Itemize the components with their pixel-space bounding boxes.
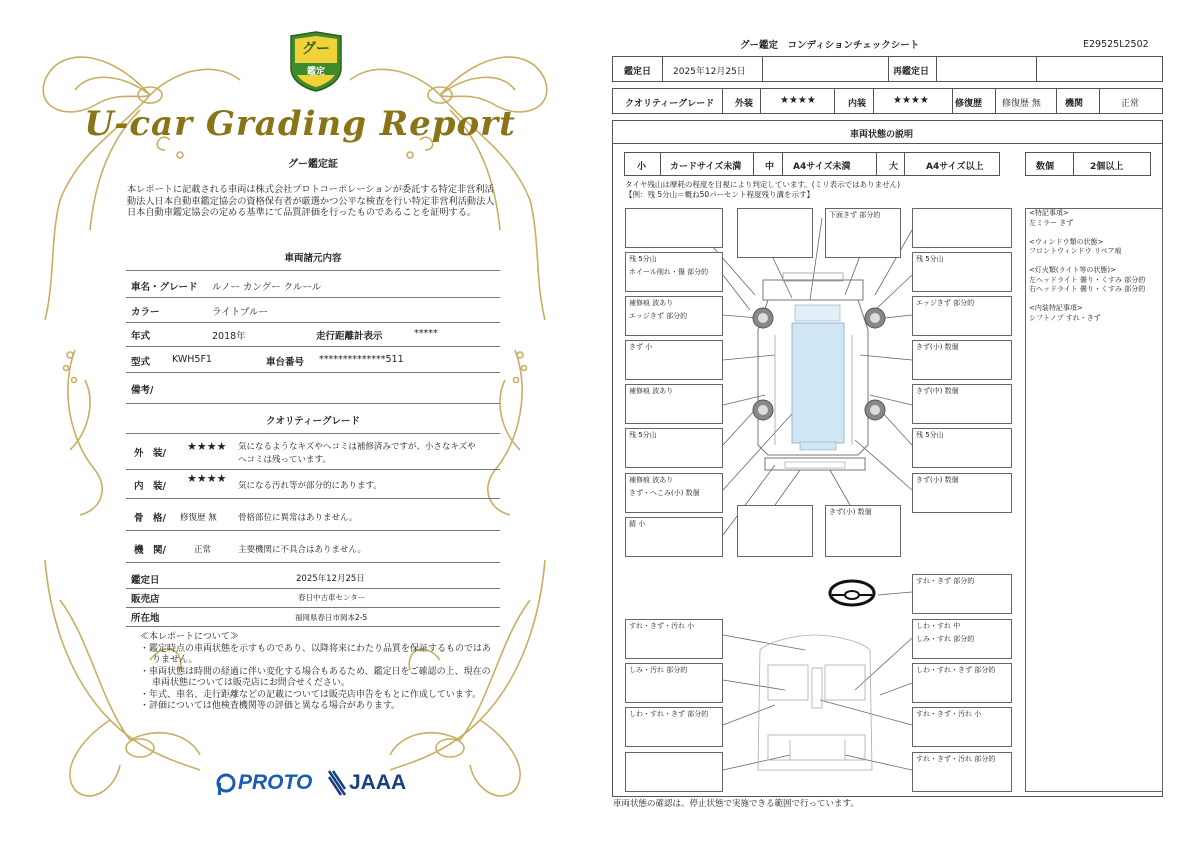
annotation-text: しわ・すれ・きず 部分的	[629, 710, 709, 718]
exterior-stars: ★★★★	[187, 440, 227, 453]
annotation-text: しわ・すれ 中	[916, 622, 961, 630]
annotation-box	[912, 208, 1012, 248]
note-item: ・年式、車名、走行距離などの記載については販売店申告をもとに作成しています。	[140, 689, 482, 700]
divider	[126, 433, 500, 434]
row1-date-value: 2025年12月25日	[673, 67, 746, 77]
legend-small-desc: カードサイズ未満	[670, 162, 742, 172]
annotation-box	[625, 296, 723, 336]
divider	[126, 403, 500, 404]
divider	[126, 530, 500, 531]
exterior-label: 外装	[735, 99, 754, 109]
annotation-box	[625, 619, 723, 659]
annotation-box	[625, 428, 723, 468]
divider	[126, 372, 500, 373]
grading-report-page	[0, 0, 590, 848]
annotation-box	[912, 428, 1012, 468]
annotation-box	[825, 505, 901, 557]
frame-value: 修復歴 無	[180, 513, 217, 523]
section-title: 車両状態の説明	[850, 130, 914, 140]
appraisal-date-label: 鑑定日	[131, 575, 160, 586]
annotation-box	[912, 296, 1012, 336]
exterior-text-1: 気になるようなキズやヘコミは補修済みですが、小さなキズや	[238, 442, 476, 452]
divider	[126, 588, 500, 589]
note-item: ・車両状態は時間の経過に伴い変化する場合もあるため、鑑定日をご確認の上、現在の車両状態については販売店にお問合せください。	[140, 666, 491, 688]
name-value: ルノー カングー クルール	[212, 282, 322, 293]
annotation-text: すれ・きず 部分的	[916, 577, 975, 585]
annotation-box	[625, 752, 723, 792]
legend-large-desc: A4サイズ以上	[926, 162, 984, 172]
annotation-text: 補修痕 波あり	[629, 299, 674, 307]
certificate-title: グー鑑定証	[288, 159, 338, 170]
divider	[126, 607, 500, 608]
legend-large: 大	[889, 162, 899, 172]
engine-value: 正常	[1121, 99, 1140, 109]
repair-label: 修復歴	[955, 99, 983, 109]
annotation-text: 錆 小	[629, 520, 646, 528]
interior-label: 内装	[848, 99, 867, 109]
car-interior-outline	[758, 635, 872, 770]
divider	[126, 498, 500, 499]
report-notes	[140, 632, 495, 713]
address-value: 福岡県春日市岡本2-5	[295, 613, 368, 622]
frame-label: 骨 格/	[134, 513, 166, 524]
annotation-box	[912, 384, 1012, 424]
note-item: ・鑑定時点の車両状態を示すものであり、以降将来にわたり品質を保証するものではありません。	[140, 643, 492, 665]
annotation-text: 残 5分山	[629, 255, 657, 263]
appraisal-date-value: 2025年12月25日	[296, 574, 365, 584]
special-note-line: <内装特記事項>	[1029, 304, 1083, 312]
chassis-label: 車台番号	[266, 357, 305, 368]
sheet-id: E29525L2502	[1083, 39, 1149, 50]
year-label: 年式	[131, 331, 151, 342]
footer-note: 車両状態の確認は、停止状態で実施できる範囲で行っています。	[613, 799, 859, 809]
note-item: ・評価については他検査機関等の評価と異なる場合があります。	[140, 701, 401, 711]
divider	[126, 626, 500, 627]
engine-value: 正常	[194, 545, 212, 555]
annotation-box	[625, 707, 723, 747]
interior-label: 内 装/	[134, 481, 166, 492]
annotation-text: 残 5分山	[916, 431, 944, 439]
annotation-box	[625, 473, 723, 513]
engine-text: 主要機関に不具合はありません。	[238, 545, 367, 555]
certificate-body: 本レポートに記載される車両は株式会社プロトコーポレーションが委託する特定非営利活動法人日本自動車鑑定協会の資格保有者が厳選かつ公平な検査を行い特定非営利活動法人日本自動車鑑定協会の定める基準にて品質評価を行ったものであることを証明する。	[127, 184, 495, 218]
quality-title: クオリティーグレード	[265, 416, 361, 427]
notes-title: ≪本レポートについて≫	[140, 632, 239, 642]
specs-title: 車両諸元内容	[284, 253, 342, 264]
divider	[126, 270, 500, 271]
annotation-text: しみ・すれ 部分的	[916, 635, 975, 643]
divider	[126, 346, 500, 347]
jaaa-logo-icon	[327, 769, 347, 797]
annotation-text: きず(小) 数個	[916, 343, 959, 351]
exterior-label: 外 装/	[134, 448, 166, 459]
annotation-text: 残 5分山	[916, 255, 944, 263]
annotation-text: 残 5分山	[629, 431, 657, 439]
annotation-box	[912, 252, 1012, 292]
annotation-text: しみ・汚れ 部分的	[629, 666, 688, 674]
special-notes-panel	[1025, 208, 1163, 792]
exterior-text-2: ヘコミは残っています。	[238, 455, 331, 465]
car-exterior-outline	[753, 273, 885, 470]
engine-label: 機 関/	[134, 545, 166, 556]
special-note-line: 左ヘッドライト 曇り・くすみ 部分的	[1029, 275, 1146, 284]
annotation-text: すれ・きず・汚れ 小	[916, 710, 982, 718]
condition-check-sheet	[600, 0, 1200, 848]
special-note-line: <灯火類(ライト等の状態)>	[1029, 266, 1116, 274]
annotation-box	[737, 208, 813, 258]
proto-logo-icon	[216, 772, 236, 796]
shop-value: 春日中古車センター	[298, 593, 366, 602]
annotation-text: きず・へこみ(小) 数個	[629, 489, 700, 497]
legend-medium: 中	[765, 162, 775, 172]
badge-bottom-text: 鑑定	[306, 67, 325, 77]
color-value: ライトブルー	[212, 307, 269, 318]
special-note-line	[1026, 228, 1162, 238]
divider	[126, 469, 500, 470]
sheet-title: グー鑑定 コンディションチェックシート	[740, 40, 920, 51]
annotation-box	[912, 340, 1012, 380]
annotation-text: きず(小) 数個	[829, 508, 872, 516]
annotation-box	[625, 208, 723, 248]
interior-text: 気になる汚れ等が部分的にあります。	[238, 481, 382, 491]
chassis-value: **************511	[319, 354, 404, 365]
tire-note-1: タイヤ残山は摩耗の程度を目視により判定しています。(ミリ表示ではありません)	[625, 180, 901, 189]
annotation-text: すれ・きず・汚れ 部分的	[916, 755, 996, 763]
color-label: カラー	[131, 307, 160, 318]
special-note-line: シフトノブ すれ・きず	[1029, 313, 1101, 322]
report-title: U-car Grading Report	[84, 104, 516, 144]
name-label: 車名・グレード	[131, 282, 198, 293]
special-note-line: フロントウィンドウ リペア痕	[1029, 247, 1122, 255]
annotation-box	[912, 619, 1012, 659]
annotation-box	[912, 574, 1012, 614]
steering-wheel-icon	[830, 581, 874, 605]
annotation-text: きず 小	[629, 343, 653, 351]
annotation-text: 補修痕 波あり	[629, 387, 674, 395]
mileage-value: *****	[414, 328, 438, 339]
annotation-box	[625, 340, 723, 380]
exterior-stars: ★★★★	[780, 95, 816, 106]
frame-text: 骨格部位に異常はありません。	[238, 513, 358, 523]
annotation-box	[737, 505, 813, 557]
jaaa-logo-text: JAAA	[349, 771, 407, 794]
interior-stars: ★★★★	[187, 472, 227, 485]
mileage-label: 走行距離計表示	[316, 331, 383, 342]
annotation-text: 補修痕 波あり	[629, 476, 674, 484]
legend-count-desc: 2個以上	[1090, 162, 1124, 172]
interior-stars: ★★★★	[893, 95, 929, 106]
proto-logo-text: PROTO	[238, 771, 313, 794]
annotation-box	[625, 663, 723, 703]
annotation-box	[625, 384, 723, 424]
address-label: 所在地	[131, 613, 160, 624]
divider	[126, 322, 500, 323]
legend-small: 小	[637, 162, 647, 172]
model-label: 型式	[131, 357, 151, 368]
annotation-text: きず(中) 数個	[916, 387, 959, 395]
annotation-box	[912, 473, 1012, 513]
annotation-text: すれ・きず・汚れ 小	[629, 622, 695, 630]
special-note-line: <特記事項>	[1029, 209, 1069, 217]
divider	[126, 562, 500, 563]
annotation-text: 下面きず 部分的	[829, 211, 881, 219]
quality-grade-label: クオリティーグレード	[625, 99, 715, 109]
model-value: KWH5F1	[172, 354, 212, 365]
annotation-box	[912, 752, 1012, 792]
annotation-box	[912, 663, 1012, 703]
legend-count: 数個	[1036, 162, 1055, 172]
badge-top-text: グー	[302, 41, 330, 57]
year-value: 2018年	[212, 331, 246, 342]
divider	[126, 297, 500, 298]
annotation-text: エッジきず 部分的	[629, 312, 688, 320]
annotation-text: しわ・すれ・きず 部分的	[916, 666, 996, 674]
legend-medium-desc: A4サイズ未満	[793, 162, 851, 172]
shop-label: 販売店	[131, 594, 160, 605]
special-note-line: <ウィンドウ類の状態>	[1029, 237, 1104, 246]
remarks-label: 備考/	[131, 385, 154, 396]
special-note-line	[1026, 257, 1162, 267]
row1-date-label: 鑑定日	[624, 67, 652, 77]
annotation-text: きず(小) 数個	[916, 476, 959, 484]
special-note-line: 左ミラー きず	[1029, 218, 1074, 227]
engine-label: 機関	[1065, 99, 1084, 109]
special-note-line: 右ヘッドライト 曇り・くすみ 部分的	[1029, 285, 1146, 293]
annotation-box	[825, 208, 901, 258]
annotation-text: ホイール削れ・傷 部分的	[629, 268, 709, 276]
annotation-box	[625, 517, 723, 557]
annotation-box	[625, 252, 723, 292]
annotation-text: エッジきず 部分的	[916, 299, 975, 307]
reappraisal-label: 再鑑定日	[893, 67, 930, 77]
repair-value: 修復歴 無	[1002, 99, 1041, 109]
windshield-glass	[792, 323, 844, 443]
annotation-box	[912, 707, 1012, 747]
special-note-line	[1026, 295, 1162, 305]
tire-note-2: 【例：残 5分山＝概ね50パーセント程度残り溝を示す】	[625, 190, 815, 199]
